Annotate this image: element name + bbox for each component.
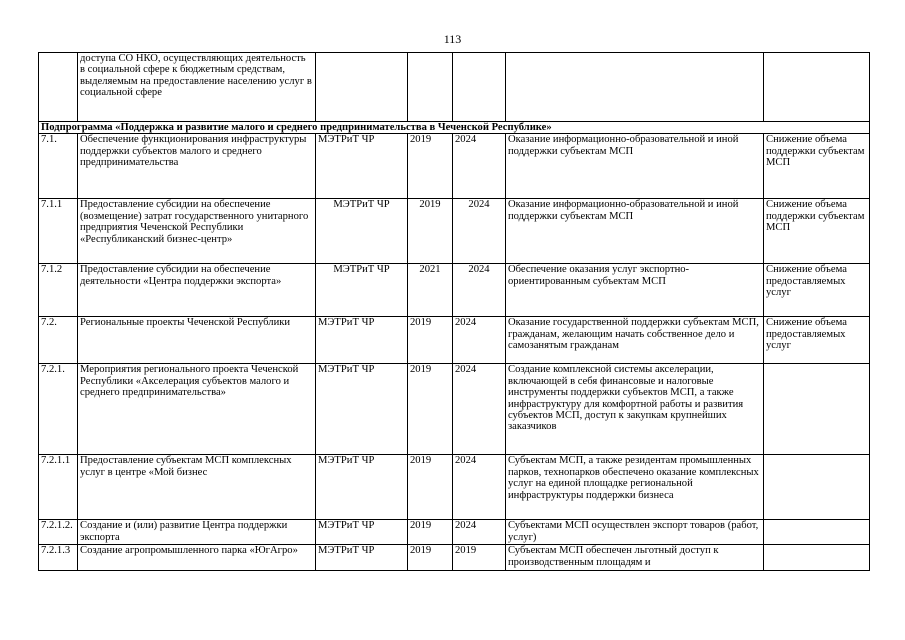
executor: МЭТРиТ ЧР xyxy=(316,545,408,571)
start-year: 2019 xyxy=(408,520,453,545)
expected-result: Создание комплексной системы акселерации, включающей в себя финансовые и налоговые инструменты поддержки субъектов МСП, а также инфраструктуру для комфортной работы и развития субъектов МСП, доступ к закупкам крупнейших заказчиков xyxy=(506,364,764,455)
table-row xyxy=(39,199,870,264)
row-number: 7.2.1. xyxy=(39,364,78,455)
row-number: 7.2.1.1 xyxy=(39,455,78,520)
executor: МЭТРиТ ЧР xyxy=(316,317,408,364)
table-row xyxy=(39,264,870,317)
start-year: 2019 xyxy=(408,134,453,199)
measure-name: Мероприятия регионального проекта Чеченской Республики «Акселерация субъектов малого и среднего предпринимательства» xyxy=(78,364,316,455)
measure-name: Создание агропромышленного парка «ЮгАгро» xyxy=(78,545,316,571)
consequence xyxy=(764,545,870,571)
row-number: 7.1.2 xyxy=(39,264,78,317)
end-year: 2024 xyxy=(453,364,506,455)
table-row xyxy=(39,520,870,545)
expected-result: Субъектами МСП осуществлен экспорт товаров (работ, услуг) xyxy=(506,520,764,545)
executor: МЭТРиТ ЧР xyxy=(316,520,408,545)
end-year: 2024 xyxy=(453,264,506,317)
end-year: 2024 xyxy=(453,520,506,545)
measure-name: Предоставление субсидии на обеспечение деятельности «Центра поддержки экспорта» xyxy=(78,264,316,317)
row-number: 7.1. xyxy=(39,134,78,199)
end-year: 2024 xyxy=(453,455,506,520)
start-year: 2019 xyxy=(408,317,453,364)
measure-name: Обеспечение функционирования инфраструктуры поддержки субъектов малого и среднего предпринимательства xyxy=(78,134,316,199)
measure-name: Предоставление субсидии на обеспечение (возмещение) затрат государственного унитарного предприятия Чеченской Республики «Республиканский бизнес-центр» xyxy=(78,199,316,264)
start-year: 2019 xyxy=(408,364,453,455)
expected-result: Обеспечение оказания услуг экспортно-ориентированным субъектам МСП xyxy=(506,264,764,317)
end-year: 2024 xyxy=(453,317,506,364)
consequence: Снижение объема поддержки субъектам МСП xyxy=(764,134,870,199)
expected-result: Оказание государственной поддержки субъектам МСП, гражданам, желающим начать собственное дело и самозанятым гражданам xyxy=(506,317,764,364)
table-row xyxy=(39,53,870,122)
start-year: 2019 xyxy=(408,455,453,520)
measure-name: доступа СО НКО, осуществляющих деятельность в социальной сфере к бюджетным средствам, выделяемым на предоставление населению услуг в социальной сфере xyxy=(78,53,316,122)
executor: МЭТРиТ ЧР xyxy=(316,455,408,520)
start-year xyxy=(408,53,453,122)
start-year: 2019 xyxy=(408,545,453,571)
page-number: 113 xyxy=(443,32,462,46)
end-year: 2019 xyxy=(453,545,506,571)
expected-result xyxy=(506,53,764,122)
consequence: Снижение объема предоставляемых услуг xyxy=(764,317,870,364)
expected-result: Оказание информационно-образовательной и иной поддержки субъектам МСП xyxy=(506,199,764,264)
executor: МЭТРиТ ЧР xyxy=(316,364,408,455)
row-number: 7.2.1.3 xyxy=(39,545,78,571)
expected-result: Оказание информационно-образовательной и иной поддержки субъектам МСП xyxy=(506,134,764,199)
start-year: 2019 xyxy=(408,199,453,264)
consequence xyxy=(764,53,870,122)
start-year: 2021 xyxy=(408,264,453,317)
table-row xyxy=(39,134,870,199)
executor: МЭТРиТ ЧР xyxy=(316,134,408,199)
table-row xyxy=(39,364,870,455)
section-row xyxy=(39,122,870,134)
measure-name: Создание и (или) развитие Центра поддержки экспорта xyxy=(78,520,316,545)
subprogram-heading: Подпрограмма «Поддержка и развитие малого и среднего предпринимательства в Чеченской Республике» xyxy=(39,122,870,134)
consequence xyxy=(764,364,870,455)
measure-name: Региональные проекты Чеченской Республики xyxy=(78,317,316,364)
consequence xyxy=(764,520,870,545)
measure-name: Предоставление субъектам МСП комплексных услуг в центре «Мой бизнес xyxy=(78,455,316,520)
end-year: 2024 xyxy=(453,199,506,264)
executor xyxy=(316,53,408,122)
table-row xyxy=(39,545,870,571)
end-year xyxy=(453,53,506,122)
table-row xyxy=(39,455,870,520)
executor: МЭТРиТ ЧР xyxy=(316,199,408,264)
row-number: 7.2.1.2. xyxy=(39,520,78,545)
end-year: 2024 xyxy=(453,134,506,199)
expected-result: Субъектам МСП обеспечен льготный доступ к производственным площадям и xyxy=(506,545,764,571)
program-table xyxy=(38,52,870,571)
consequence: Снижение объема предоставляемых услуг xyxy=(764,264,870,317)
row-number: 7.1.1 xyxy=(39,199,78,264)
executor: МЭТРиТ ЧР xyxy=(316,264,408,317)
consequence: Снижение объема поддержки субъектам МСП xyxy=(764,199,870,264)
row-number: 7.2. xyxy=(39,317,78,364)
table-row xyxy=(39,317,870,364)
row-number xyxy=(39,53,78,122)
consequence xyxy=(764,455,870,520)
expected-result: Субъектам МСП, а также резидентам промышленных парков, технопарков обеспечено оказание комплексных услуг на единой площадке региональной инфраструктуры поддержки бизнеса xyxy=(506,455,764,520)
